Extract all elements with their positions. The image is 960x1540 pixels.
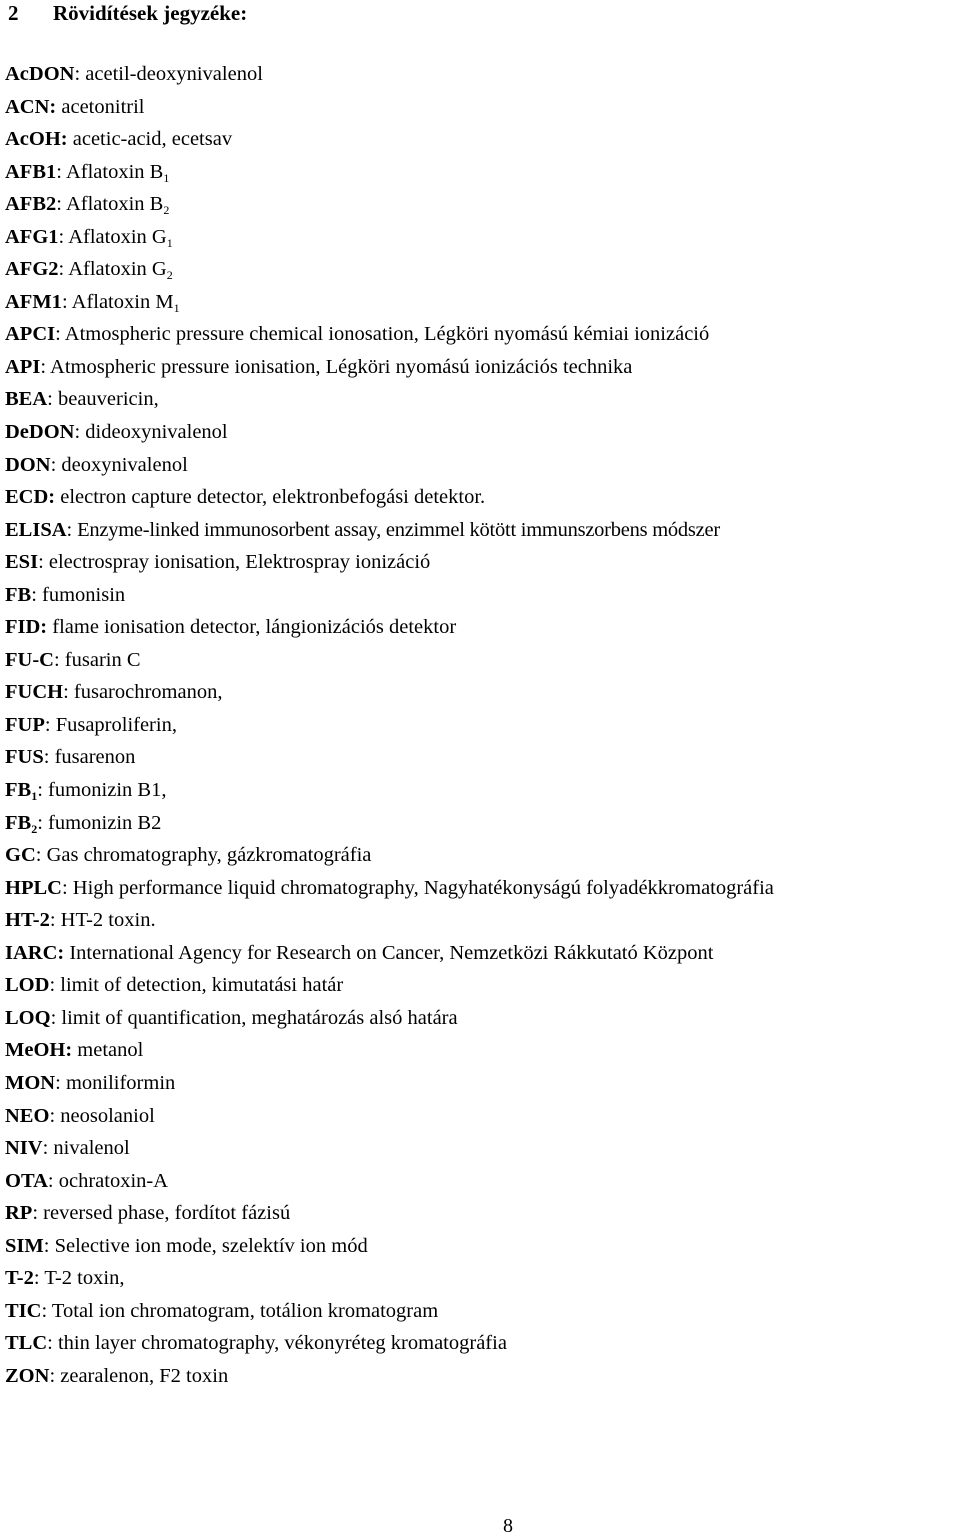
abbreviation-term: DON bbox=[5, 453, 51, 476]
abbreviation-definition: ochratoxin-A bbox=[53, 1169, 169, 1192]
abbreviation-separator: : bbox=[61, 876, 68, 899]
abbreviation-entry bbox=[5, 156, 960, 189]
abbreviation-entry bbox=[5, 644, 960, 677]
abbreviation-term: AFM1 bbox=[5, 290, 62, 313]
abbreviation-entry bbox=[5, 872, 960, 905]
abbreviation-separator: : bbox=[56, 193, 62, 216]
abbreviation-definition: Aflatoxin B bbox=[61, 193, 164, 216]
abbreviation-separator: : bbox=[55, 323, 61, 346]
abbreviation-entry bbox=[5, 709, 960, 742]
abbreviation-definition: T-2 toxin, bbox=[39, 1267, 125, 1290]
abbreviation-entry bbox=[5, 1262, 960, 1295]
abbreviation-entry bbox=[5, 807, 960, 840]
abbreviation-term: ACN: bbox=[5, 95, 57, 118]
abbreviation-separator: : bbox=[74, 63, 81, 85]
abbreviation-term: ZON bbox=[5, 1364, 50, 1387]
abbreviation-definition: moniliformin bbox=[60, 1071, 176, 1094]
abbreviation-term: RP bbox=[5, 1202, 33, 1225]
abbreviation-entry bbox=[5, 1360, 960, 1393]
abbreviation-term: FUS bbox=[5, 746, 44, 769]
abbreviation-entry bbox=[5, 514, 960, 547]
abbreviation-subscript: 1 bbox=[31, 789, 38, 804]
abbreviation-term: LOQ bbox=[5, 1006, 51, 1029]
abbreviation-entry bbox=[5, 839, 960, 872]
abbreviation-term: FUCH bbox=[5, 681, 64, 704]
abbreviation-separator: : bbox=[37, 811, 43, 834]
abbreviation-definition: Atmospheric pressure chemical ionosation, Légköri nyomású kémiai ionizáció bbox=[60, 323, 710, 346]
abbreviation-definition: fumonizin B1, bbox=[42, 779, 167, 802]
abbreviation-separator: : bbox=[43, 746, 50, 769]
abbreviation-definition: deoxynivalenol bbox=[56, 453, 188, 476]
abbreviation-entry bbox=[5, 318, 960, 351]
abbreviation-entry bbox=[5, 91, 960, 124]
abbreviation-separator: : bbox=[50, 1006, 57, 1029]
abbreviation-definition: limit of detection, kimutatási határ bbox=[55, 974, 344, 997]
abbreviation-term: HT-2 bbox=[5, 909, 50, 932]
abbreviation-separator: : bbox=[47, 1169, 54, 1192]
abbreviation-definition: reversed phase, fordítot fázisú bbox=[38, 1202, 291, 1225]
abbreviation-entry bbox=[5, 774, 960, 807]
abbreviation-entry bbox=[5, 351, 960, 384]
abbreviation-term: MeOH: bbox=[5, 1039, 73, 1062]
abbreviation-definition: HT-2 toxin. bbox=[55, 909, 156, 932]
abbreviation-separator: : bbox=[41, 1299, 48, 1322]
abbreviation-definition: Aflatoxin G bbox=[64, 225, 167, 248]
abbreviation-definition: Gas chromatography, gázkromatográfia bbox=[41, 844, 372, 867]
abbreviation-definition: dideoxynivalenol bbox=[80, 421, 228, 444]
abbreviation-entry bbox=[5, 58, 960, 91]
abbreviation-definition: neosolaniol bbox=[55, 1104, 155, 1127]
abbreviation-definition: Fusaproliferin, bbox=[50, 713, 177, 736]
abbreviation-subscript: 2 bbox=[31, 821, 38, 836]
abbreviation-term: API bbox=[5, 355, 41, 378]
abbreviation-definition: Atmospheric pressure ionisation, Légköri nyomású ionizációs technika bbox=[46, 355, 633, 378]
abbreviation-definition: fusarochromanon, bbox=[68, 681, 223, 704]
abbreviation-entry bbox=[5, 1034, 960, 1067]
abbreviation-definition: Selective ion mode, szelektív ion mód bbox=[49, 1234, 368, 1257]
abbreviation-definition: flame ionisation detector, lángionizációs detektor bbox=[47, 616, 457, 639]
abbreviation-term: MON bbox=[5, 1071, 56, 1094]
abbreviation-term: BEA bbox=[5, 388, 48, 411]
abbreviation-entry bbox=[5, 286, 960, 319]
abbreviation-entry bbox=[5, 253, 960, 286]
abbreviation-definition: electrospray ionisation, Elektrospray ionizáció bbox=[43, 551, 431, 574]
abbreviation-separator: : bbox=[53, 648, 60, 671]
abbreviation-entry bbox=[5, 221, 960, 254]
abbreviation-term: AFG2 bbox=[5, 258, 59, 281]
abbreviation-definition: fusarin C bbox=[59, 648, 141, 671]
section-title: Rövidítések jegyzéke: bbox=[53, 1, 248, 25]
definition-subscript: 1 bbox=[166, 235, 173, 250]
abbreviation-separator: : bbox=[35, 844, 42, 867]
abbreviation-term: T-2 bbox=[5, 1267, 34, 1290]
abbreviation-separator: : bbox=[38, 551, 44, 574]
abbreviation-definition: acetonitril bbox=[56, 95, 145, 118]
abbreviation-separator: : bbox=[55, 1071, 61, 1094]
abbreviation-term: HPLC bbox=[5, 876, 62, 899]
abbreviation-entry bbox=[5, 1132, 960, 1165]
abbreviation-separator: : bbox=[49, 974, 56, 997]
abbreviation-definition: fumonizin B2 bbox=[42, 811, 162, 834]
abbreviation-term: NEO bbox=[5, 1104, 50, 1127]
abbreviation-term: TIC bbox=[5, 1299, 42, 1322]
abbreviation-definition: Enzyme-linked immunosorbent assay, enzimmel kötött immunszorbens módszer bbox=[72, 518, 720, 541]
abbreviation-definition: acetil-deoxynivalenol bbox=[80, 63, 263, 85]
abbreviation-term: FID: bbox=[5, 616, 48, 639]
abbreviation-definition: electron capture detector, elektronbefogási detektor. bbox=[55, 486, 486, 509]
abbreviation-separator: : bbox=[44, 713, 51, 736]
abbreviation-definition: Aflatoxin G bbox=[64, 258, 167, 281]
abbreviation-definition: metanol bbox=[72, 1039, 144, 1062]
definition-subscript: 2 bbox=[166, 268, 173, 283]
abbreviation-definition: Total ion chromatogram, totálion kromatogram bbox=[47, 1299, 439, 1322]
abbreviation-entry bbox=[5, 123, 960, 156]
abbreviation-separator: : bbox=[66, 518, 73, 541]
abbreviation-entry bbox=[5, 1100, 960, 1133]
abbreviation-entry bbox=[5, 969, 960, 1002]
abbreviation-definition: fumonisin bbox=[36, 583, 126, 606]
abbreviation-entry bbox=[5, 188, 960, 221]
abbreviation-entry bbox=[5, 676, 960, 709]
abbreviation-entry bbox=[5, 383, 960, 416]
abbreviation-entry bbox=[5, 741, 960, 774]
abbreviation-entry bbox=[5, 1165, 960, 1198]
section-number: 2 bbox=[8, 1, 19, 25]
abbreviation-separator: : bbox=[58, 258, 65, 281]
abbreviation-separator: : bbox=[47, 1332, 53, 1355]
abbreviation-entry bbox=[5, 1197, 960, 1230]
abbreviation-term: FUP bbox=[5, 713, 45, 736]
abbreviation-definition: thin layer chromatography, vékonyréteg kromatográfia bbox=[52, 1332, 507, 1355]
abbreviation-definition: Aflatoxin M bbox=[67, 290, 174, 313]
abbreviation-entry bbox=[5, 1295, 960, 1328]
abbreviation-term: AFG1 bbox=[5, 225, 59, 248]
abbreviation-term: FB bbox=[5, 779, 32, 802]
definition-subscript: 1 bbox=[163, 170, 170, 185]
abbreviation-term: FB bbox=[5, 583, 32, 606]
abbreviation-term: AFB1 bbox=[5, 160, 57, 183]
abbreviation-definition: nivalenol bbox=[48, 1137, 130, 1160]
abbreviation-term: NIV bbox=[5, 1137, 43, 1160]
abbreviation-term: APCI bbox=[5, 323, 56, 346]
abbreviation-separator: : bbox=[40, 355, 47, 378]
abbreviation-list bbox=[5, 58, 960, 1392]
abbreviation-separator: : bbox=[56, 160, 62, 183]
abbreviation-term: OTA bbox=[5, 1169, 48, 1192]
definition-subscript: 1 bbox=[173, 300, 180, 315]
abbreviation-entry bbox=[5, 449, 960, 482]
abbreviation-entry bbox=[5, 579, 960, 612]
abbreviation-term: TLC bbox=[5, 1332, 48, 1355]
abbreviation-term: SIM bbox=[5, 1234, 44, 1257]
abbreviation-definition: fusarenon bbox=[49, 746, 136, 769]
abbreviation-entry bbox=[5, 1327, 960, 1360]
abbreviation-term: ESI bbox=[5, 551, 39, 574]
abbreviation-separator: : bbox=[47, 388, 53, 411]
abbreviation-entry bbox=[5, 904, 960, 937]
abbreviation-definition: beauvericin, bbox=[52, 388, 159, 411]
abbreviation-entry bbox=[5, 937, 960, 970]
abbreviation-term: DeDON bbox=[5, 421, 75, 444]
abbreviation-term: ELISA bbox=[5, 518, 67, 541]
abbreviation-entry bbox=[5, 611, 960, 644]
abbreviation-entry bbox=[5, 1067, 960, 1100]
abbreviation-separator: : bbox=[49, 1364, 56, 1387]
section-heading bbox=[8, 0, 247, 27]
abbreviation-definition: Aflatoxin B bbox=[61, 160, 164, 183]
page-number: 8 bbox=[503, 1515, 513, 1537]
abbreviation-entry bbox=[5, 416, 960, 449]
abbreviation-term: LOD bbox=[5, 974, 50, 997]
abbreviation-entry bbox=[5, 546, 960, 579]
abbreviation-term: AcOH: bbox=[5, 128, 68, 151]
abbreviation-separator: : bbox=[32, 1202, 39, 1225]
abbreviation-separator: : bbox=[49, 1104, 56, 1127]
abbreviation-definition: limit of quantification, meghatározás alsó határa bbox=[56, 1006, 458, 1029]
definition-subscript: 2 bbox=[163, 203, 170, 218]
abbreviation-separator: : bbox=[58, 225, 65, 248]
abbreviation-separator: : bbox=[50, 453, 57, 476]
abbreviation-term: IARC: bbox=[5, 941, 65, 964]
abbreviation-definition: International Agency for Research on Cancer, Nemzetközi Rákkutató Központ bbox=[64, 941, 714, 964]
abbreviation-separator: : bbox=[74, 421, 81, 444]
abbreviation-separator: : bbox=[63, 681, 69, 704]
abbreviation-separator: : bbox=[37, 779, 43, 802]
abbreviation-separator: : bbox=[31, 583, 37, 606]
abbreviation-term: FB bbox=[5, 811, 32, 834]
abbreviation-entry bbox=[5, 1002, 960, 1035]
abbreviation-separator: : bbox=[61, 290, 68, 313]
abbreviation-definition: acetic-acid, ecetsav bbox=[67, 128, 233, 151]
abbreviation-definition: High performance liquid chromatography, Nagyhatékonyságú folyadékkromatográfia bbox=[67, 876, 774, 899]
abbreviation-term: ECD: bbox=[5, 486, 56, 509]
abbreviation-term: AcDON bbox=[5, 63, 75, 85]
abbreviation-term: GC bbox=[5, 844, 36, 867]
abbreviation-definition: zearalenon, F2 toxin bbox=[55, 1364, 229, 1387]
abbreviation-term: FU-C bbox=[5, 648, 54, 671]
abbreviation-entry bbox=[5, 481, 960, 514]
abbreviation-separator: : bbox=[43, 1234, 50, 1257]
abbreviation-separator: : bbox=[42, 1137, 49, 1160]
abbreviation-term: AFB2 bbox=[5, 193, 57, 216]
abbreviation-separator: : bbox=[33, 1267, 40, 1290]
abbreviation-separator: : bbox=[49, 909, 56, 932]
abbreviation-entry bbox=[5, 1230, 960, 1263]
